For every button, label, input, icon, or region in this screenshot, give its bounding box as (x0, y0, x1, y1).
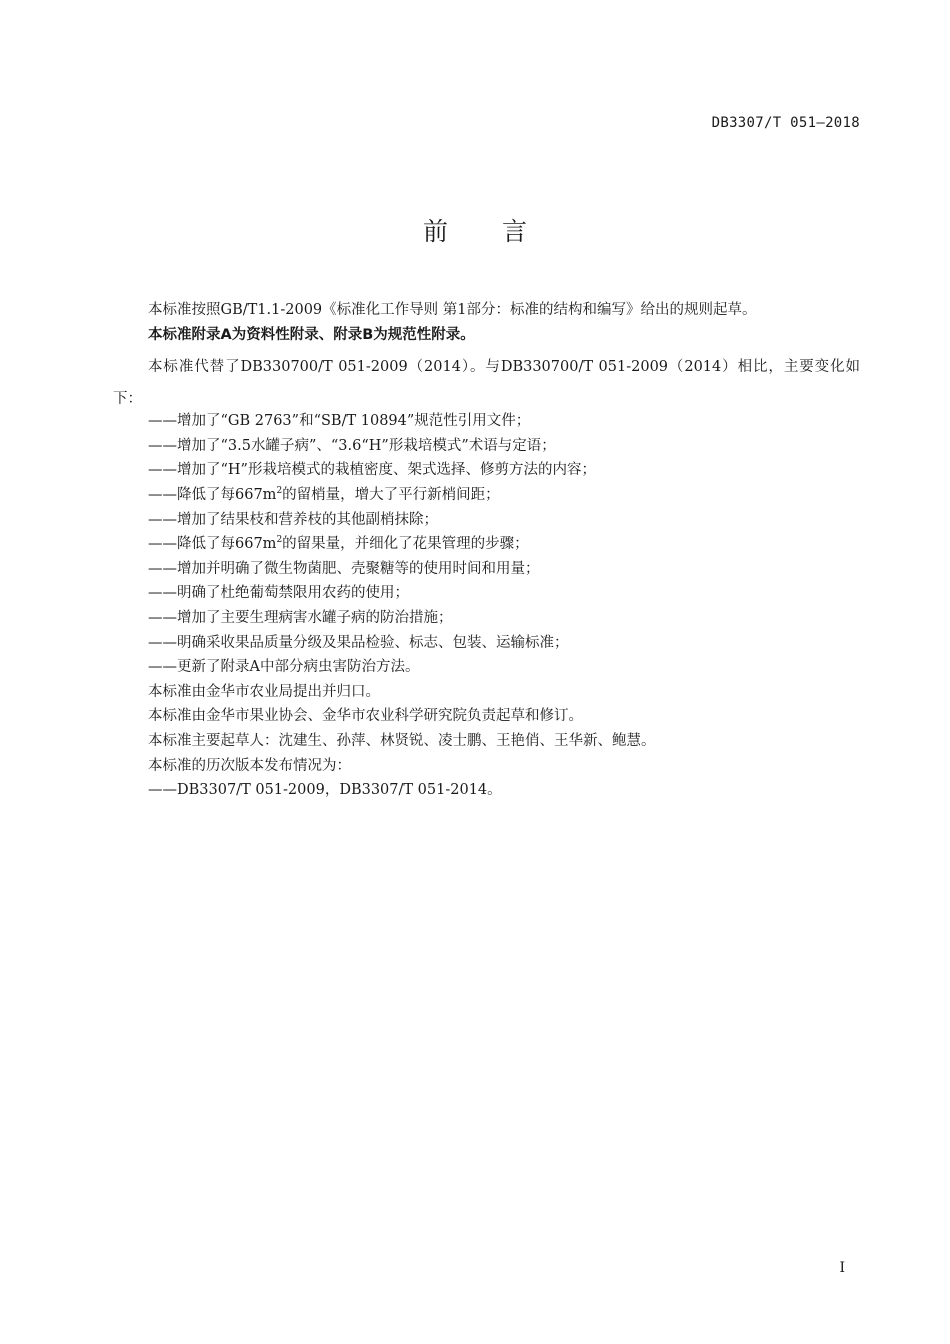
list-item: ——增加了结果枝和营养枝的其他副梢抹除； (148, 511, 438, 528)
list-item: ——明确采收果品质量分级及果品检验、标志、包装、运输标准； (148, 634, 569, 651)
superscript: 2 (276, 535, 283, 546)
paragraph-drafted-by: 本标准由金华市果业协会、金华市农业科学研究院负责起草和修订。 (148, 708, 583, 725)
list-item: ——增加并明确了微生物菌肥、壳聚糖等的使用时间和用量； (148, 560, 540, 577)
list-item-text-rest: 的留果量，并细化了花果管理的步骤； (282, 536, 529, 553)
list-item-text: ——降低了每667m (148, 486, 277, 503)
page-title: 前言 (422, 217, 581, 246)
document-body (113, 298, 860, 803)
paragraph-version-history: 本标准的历次版本发布情况为： (148, 757, 351, 774)
list-item-text-rest: 的留梢量，增大了平行新梢间距； (282, 486, 500, 503)
paragraph-appendix-note: 本标准附录A为资料性附录、附录B为规范性附录。 (148, 326, 475, 343)
paragraph-proposed-by: 本标准由金华市农业局提出并归口。 (148, 683, 380, 700)
list-item: ——增加了主要生理病害水罐子病的防治措施； (148, 609, 453, 626)
changes-list (113, 409, 860, 680)
version-list-item: ——DB3307/T 051-2009，DB3307/T 051-2014。 (148, 782, 502, 799)
list-item (113, 532, 860, 557)
list-item: ——明确了杜绝葡萄禁限用农药的使用； (148, 585, 409, 602)
list-item (113, 483, 860, 508)
page-number: I (839, 1260, 845, 1276)
document-code: DB3307/T 051—2018 (711, 115, 860, 131)
list-item: ——更新了附录A中部分病虫害防治方法。 (148, 659, 420, 676)
paragraph-replaces: 本标准代替了DB330700/T 051-2009（2014）。与DB330700/T 051-2009（2014）相比，主要变化如下： (113, 359, 860, 408)
list-item: ——增加了“3.5水罐子病”、“3.6“H”形栽培模式”术语与定语； (148, 437, 556, 454)
superscript: 2 (276, 486, 283, 497)
paragraph-drafting-rules: 本标准按照GB/T1.1-2009《标准化工作导则 第1部分：标准的结构和编写》给出的规则起草。 (148, 302, 757, 318)
list-item: ——增加了“GB 2763”和“SB/T 10894”规范性引用文件； (148, 413, 531, 430)
list-item: ——增加了“H”形栽培模式的栽植密度、架式选择、修剪方法的内容； (148, 462, 596, 479)
paragraph-main-drafters: 本标准主要起草人：沈建生、孙萍、林贤锐、凌士鹏、王艳俏、王华新、鲍慧。 (148, 732, 656, 749)
list-item-text: ——降低了每667m (148, 536, 277, 553)
